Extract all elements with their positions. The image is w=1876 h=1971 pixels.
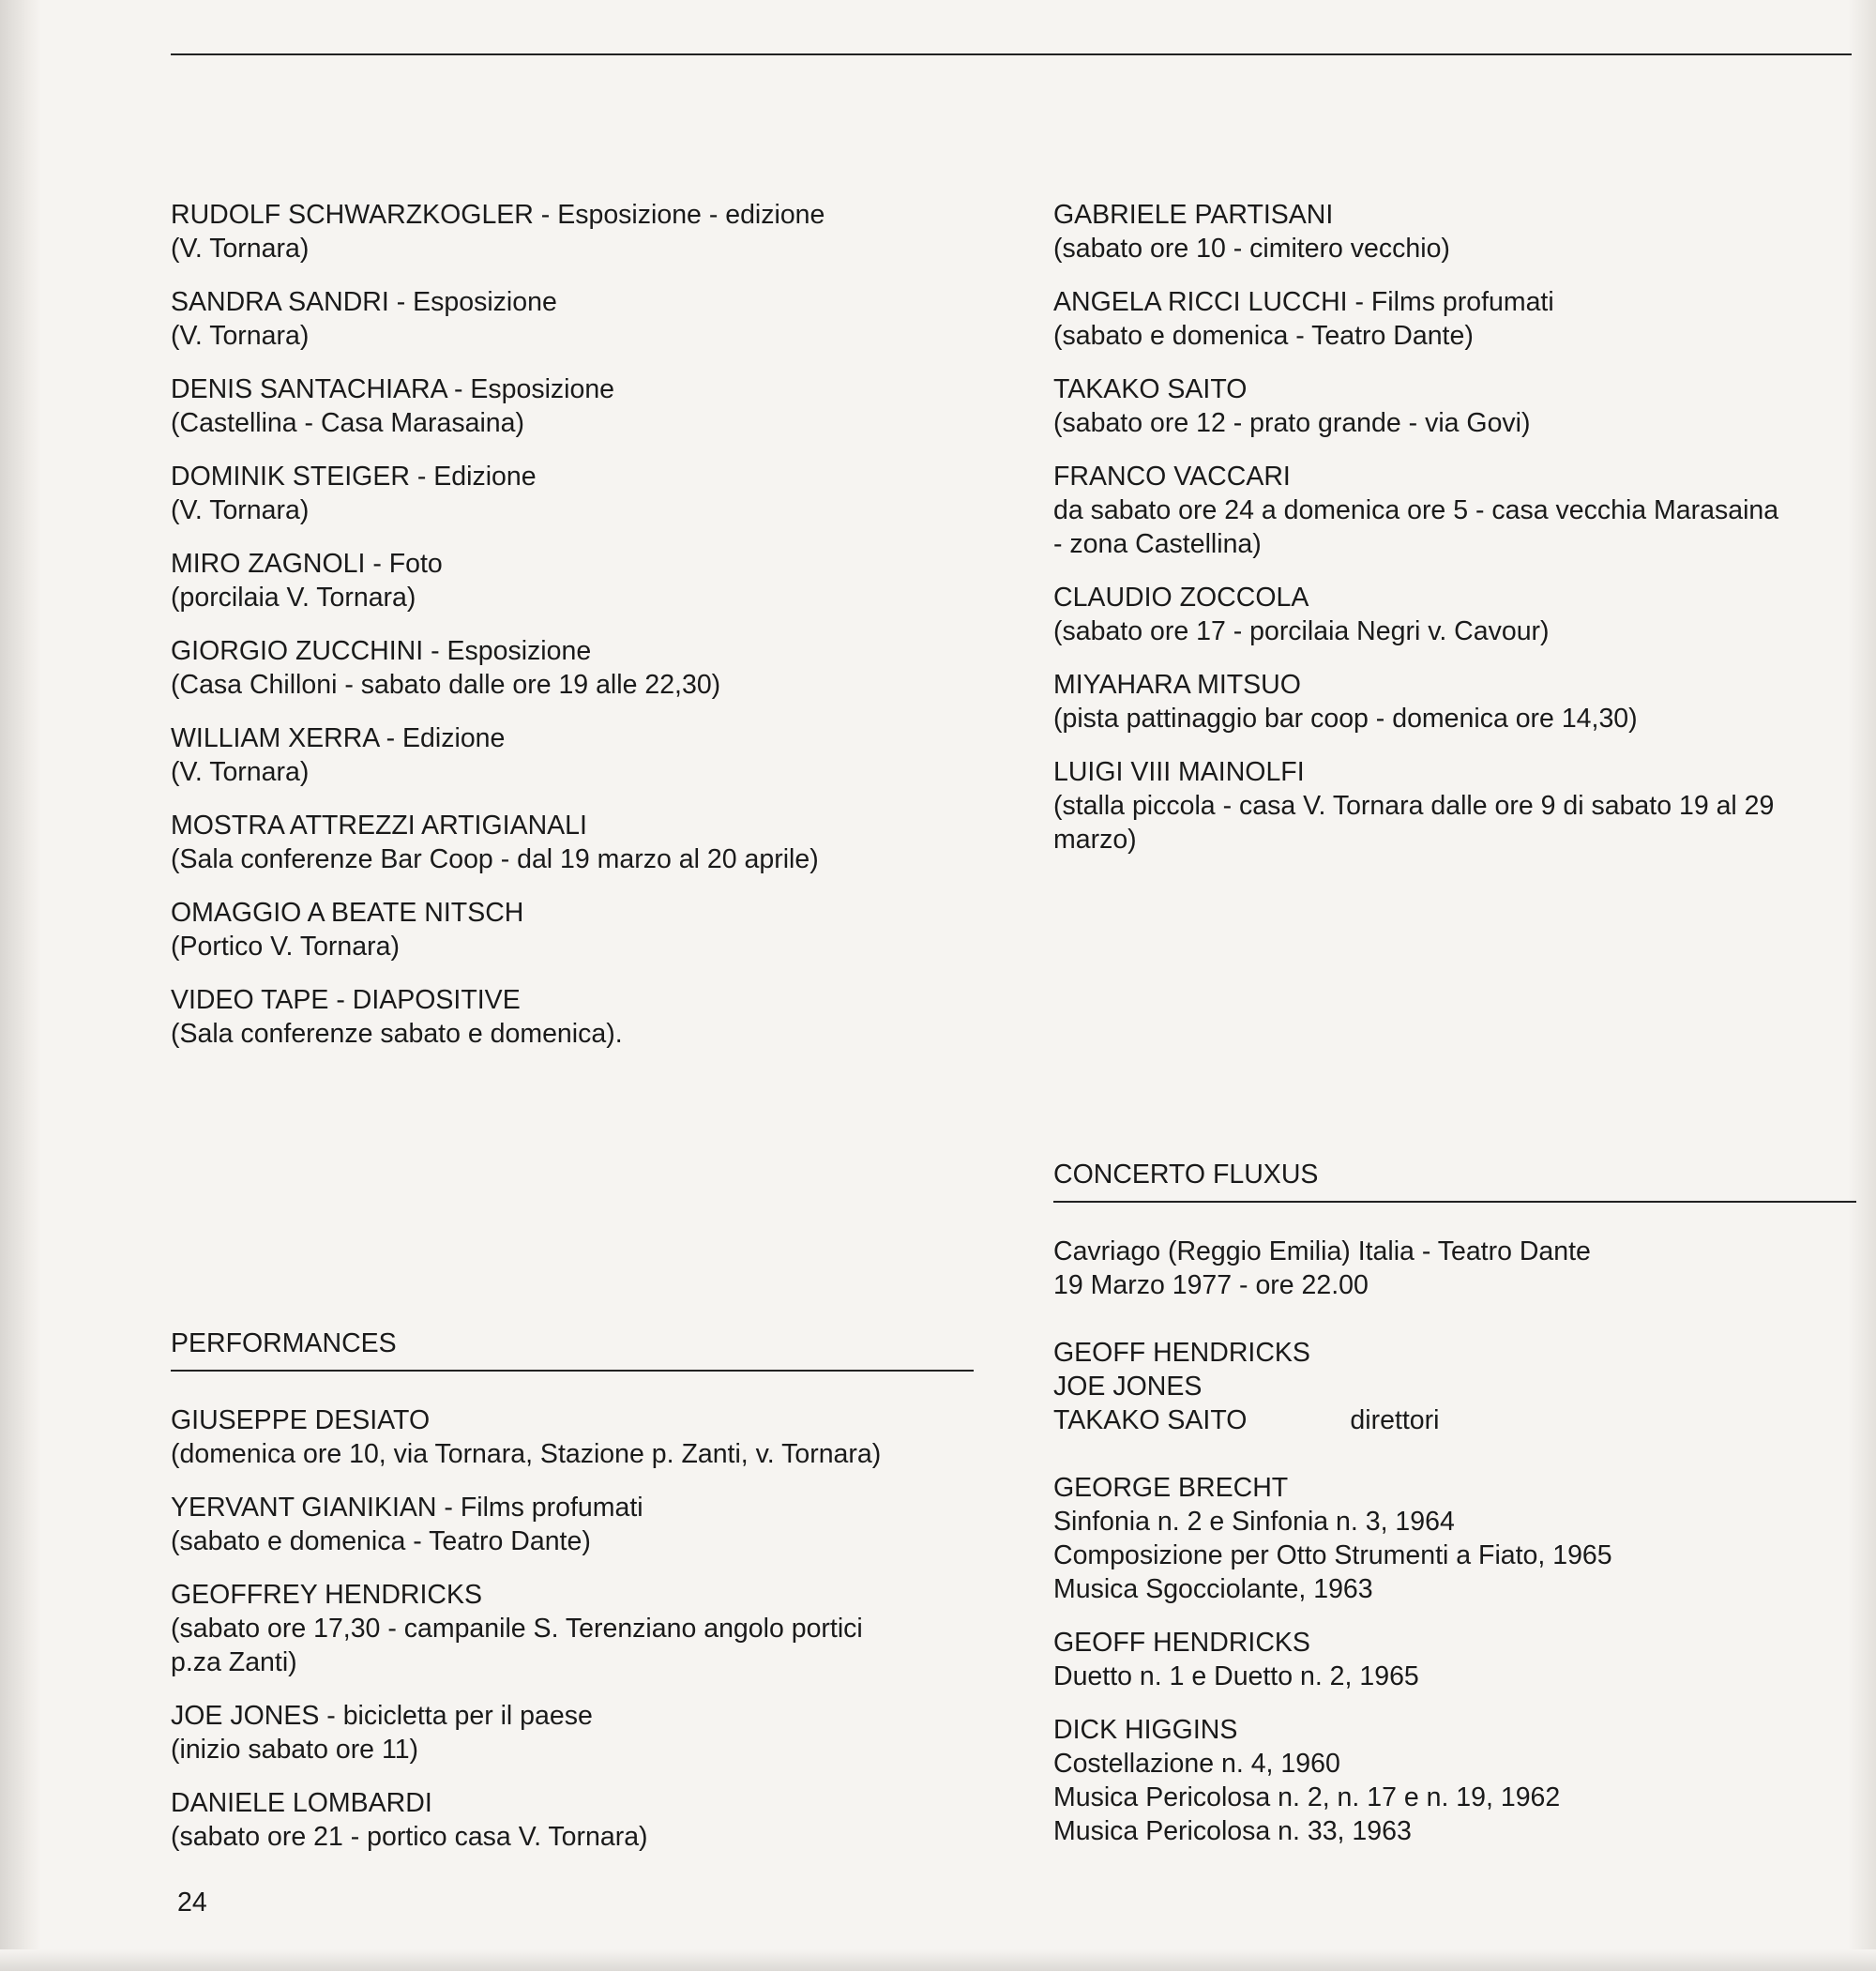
entry-detail: (sabato ore 17,30 - campanile S. Terenziano angolo portici bbox=[171, 1614, 863, 1644]
program-entry bbox=[1053, 1471, 1856, 1606]
entry-detail: (sabato ore 12 - prato grande - via Govi) bbox=[1053, 408, 1531, 438]
director-name: GEOFF HENDRICKS bbox=[1053, 1338, 1310, 1368]
entry-title: ANGELA RICCI LUCCHI - Films profumati bbox=[1053, 287, 1554, 317]
entry-title: OMAGGIO A BEATE NITSCH bbox=[171, 898, 524, 928]
directors-role: direttori bbox=[1350, 1405, 1440, 1435]
entry-title: VIDEO TAPE - DIAPOSITIVE bbox=[171, 985, 521, 1015]
entry-title: TAKAKO SAITO bbox=[1053, 374, 1248, 404]
piece-title: Sinfonia n. 2 e Sinfonia n. 3, 1964 bbox=[1053, 1507, 1455, 1537]
performance-entry bbox=[1053, 198, 1860, 265]
performance-entry bbox=[1053, 668, 1860, 735]
section-heading: PERFORMANCES bbox=[171, 1327, 974, 1372]
entry-title: LUIGI VIII MAINOLFI bbox=[1053, 757, 1305, 787]
page-bottom-edge bbox=[0, 1949, 1876, 1971]
composer-name: DICK HIGGINS bbox=[1053, 1715, 1238, 1745]
entry-detail: (sabato e domenica - Teatro Dante) bbox=[171, 1526, 591, 1556]
exhibition-entry bbox=[171, 460, 996, 527]
section-heading: CONCERTO FLUXUS bbox=[1053, 1158, 1856, 1203]
performance-entry bbox=[171, 1491, 974, 1558]
entry-title: GABRIELE PARTISANI bbox=[1053, 200, 1334, 230]
performances-section bbox=[171, 1327, 974, 1873]
entry-detail: (V. Tornara) bbox=[171, 495, 310, 525]
piece-title: Composizione per Otto Strumenti a Fiato, 1965 bbox=[1053, 1540, 1612, 1570]
entry-detail: (stalla piccola - casa V. Tornara dalle ore 9 di sabato 19 al 29 bbox=[1053, 791, 1775, 821]
entry-detail: (Castellina - Casa Marasaina) bbox=[171, 408, 524, 438]
entry-detail: (pista pattinaggio bar coop - domenica ore 14,30) bbox=[1053, 704, 1638, 734]
performance-entry bbox=[171, 1699, 974, 1766]
entry-detail: (sabato ore 17 - porcilaia Negri v. Cavour) bbox=[1053, 616, 1550, 646]
entry-detail: (V. Tornara) bbox=[171, 321, 310, 351]
directors-block bbox=[1053, 1336, 1856, 1437]
composer-name: GEOFF HENDRICKS bbox=[1053, 1628, 1310, 1658]
entry-detail: (Sala conferenze sabato e domenica). bbox=[171, 1019, 623, 1049]
exhibition-entry bbox=[171, 547, 996, 614]
entry-title: MIYAHARA MITSUO bbox=[1053, 670, 1301, 700]
entry-detail: (Sala conferenze Bar Coop - dal 19 marzo al 20 aprile) bbox=[171, 844, 819, 874]
exhibition-entry bbox=[171, 983, 996, 1051]
director-name: TAKAKO SAITO bbox=[1053, 1405, 1248, 1435]
entry-title: DANIELE LOMBARDI bbox=[171, 1788, 432, 1818]
entry-title: MOSTRA ATTREZZI ARTIGIANALI bbox=[171, 811, 587, 841]
performance-entry bbox=[1053, 460, 1860, 561]
entry-title: DENIS SANTACHIARA - Esposizione bbox=[171, 374, 615, 404]
performance-entry bbox=[171, 1403, 974, 1471]
entry-title: GEOFFREY HENDRICKS bbox=[171, 1580, 483, 1610]
entry-title: YERVANT GIANIKIAN - Films profumati bbox=[171, 1493, 643, 1523]
piece-title: Musica Pericolosa n. 33, 1963 bbox=[1053, 1816, 1412, 1846]
piece-title: Costellazione n. 4, 1960 bbox=[1053, 1749, 1340, 1779]
exhibition-entry bbox=[171, 896, 996, 963]
top-rule bbox=[171, 53, 1852, 55]
exhibition-entry bbox=[171, 285, 996, 353]
page-number: 24 bbox=[177, 1888, 207, 1918]
entry-detail: marzo) bbox=[1053, 825, 1137, 855]
entry-detail: (Portico V. Tornara) bbox=[171, 932, 400, 962]
entry-detail: (porcilaia V. Tornara) bbox=[171, 583, 416, 613]
entry-title: GIUSEPPE DESIATO bbox=[171, 1405, 431, 1435]
entry-title: JOE JONES - bicicletta per il paese bbox=[171, 1701, 593, 1731]
performance-entry bbox=[1053, 372, 1860, 440]
entry-detail: - zona Castellina) bbox=[1053, 529, 1262, 559]
entry-title: WILLIAM XERRA - Edizione bbox=[171, 723, 506, 753]
composer-name: GEORGE BRECHT bbox=[1053, 1473, 1289, 1503]
exhibition-entry bbox=[171, 634, 996, 702]
page-edge-shadow bbox=[0, 0, 41, 1971]
entry-detail: (inizio sabato ore 11) bbox=[171, 1735, 419, 1765]
entry-title: GIORGIO ZUCCHINI - Esposizione bbox=[171, 636, 592, 666]
entry-title: MIRO ZAGNOLI - Foto bbox=[171, 549, 443, 579]
piece-title: Musica Sgocciolante, 1963 bbox=[1053, 1574, 1373, 1604]
entry-title: RUDOLF SCHWARZKOGLER - Esposizione - edizione bbox=[171, 200, 825, 230]
director-name: JOE JONES bbox=[1053, 1372, 1203, 1402]
entry-title: CLAUDIO ZOCCOLA bbox=[1053, 583, 1309, 613]
concerto-fluxus-section bbox=[1053, 1158, 1856, 1868]
entry-title: DOMINIK STEIGER - Edizione bbox=[171, 462, 537, 492]
entry-detail: p.za Zanti) bbox=[171, 1647, 297, 1677]
entry-detail: (V. Tornara) bbox=[171, 234, 310, 264]
entry-title: FRANCO VACCARI bbox=[1053, 462, 1291, 492]
entry-detail: (Casa Chilloni - sabato dalle ore 19 alle 22,30) bbox=[171, 670, 721, 700]
entry-detail: (V. Tornara) bbox=[171, 757, 310, 787]
performance-entry bbox=[171, 1786, 974, 1854]
piece-title: Duetto n. 1 e Duetto n. 2, 1965 bbox=[1053, 1661, 1419, 1691]
entry-detail: (sabato ore 10 - cimitero vecchio) bbox=[1053, 234, 1450, 264]
right-entries-column bbox=[1053, 198, 1860, 876]
exhibition-entry bbox=[171, 198, 996, 265]
concert-venue: Cavriago (Reggio Emilia) Italia - Teatro Dante bbox=[1053, 1236, 1591, 1266]
entry-detail: da sabato ore 24 a domenica ore 5 - casa vecchia Marasaina bbox=[1053, 495, 1779, 525]
program-entry bbox=[1053, 1626, 1856, 1693]
concert-date: 19 Marzo 1977 - ore 22.00 bbox=[1053, 1270, 1369, 1300]
performance-entry bbox=[171, 1578, 974, 1679]
entry-detail: (sabato e domenica - Teatro Dante) bbox=[1053, 321, 1474, 351]
entry-title: SANDRA SANDRI - Esposizione bbox=[171, 287, 557, 317]
exhibition-entry bbox=[171, 372, 996, 440]
entry-detail: (sabato ore 21 - portico casa V. Tornara) bbox=[171, 1822, 648, 1852]
exhibition-entry bbox=[171, 721, 996, 789]
exhibitions-column bbox=[171, 198, 996, 1070]
performance-entry bbox=[1053, 285, 1860, 353]
performance-entry bbox=[1053, 755, 1860, 857]
exhibition-entry bbox=[171, 809, 996, 876]
performance-entry bbox=[1053, 581, 1860, 648]
entry-detail: (domenica ore 10, via Tornara, Stazione p. Zanti, v. Tornara) bbox=[171, 1439, 882, 1469]
piece-title: Musica Pericolosa n. 2, n. 17 e n. 19, 1962 bbox=[1053, 1782, 1561, 1812]
concert-info bbox=[1053, 1235, 1856, 1302]
program-entry bbox=[1053, 1713, 1856, 1848]
